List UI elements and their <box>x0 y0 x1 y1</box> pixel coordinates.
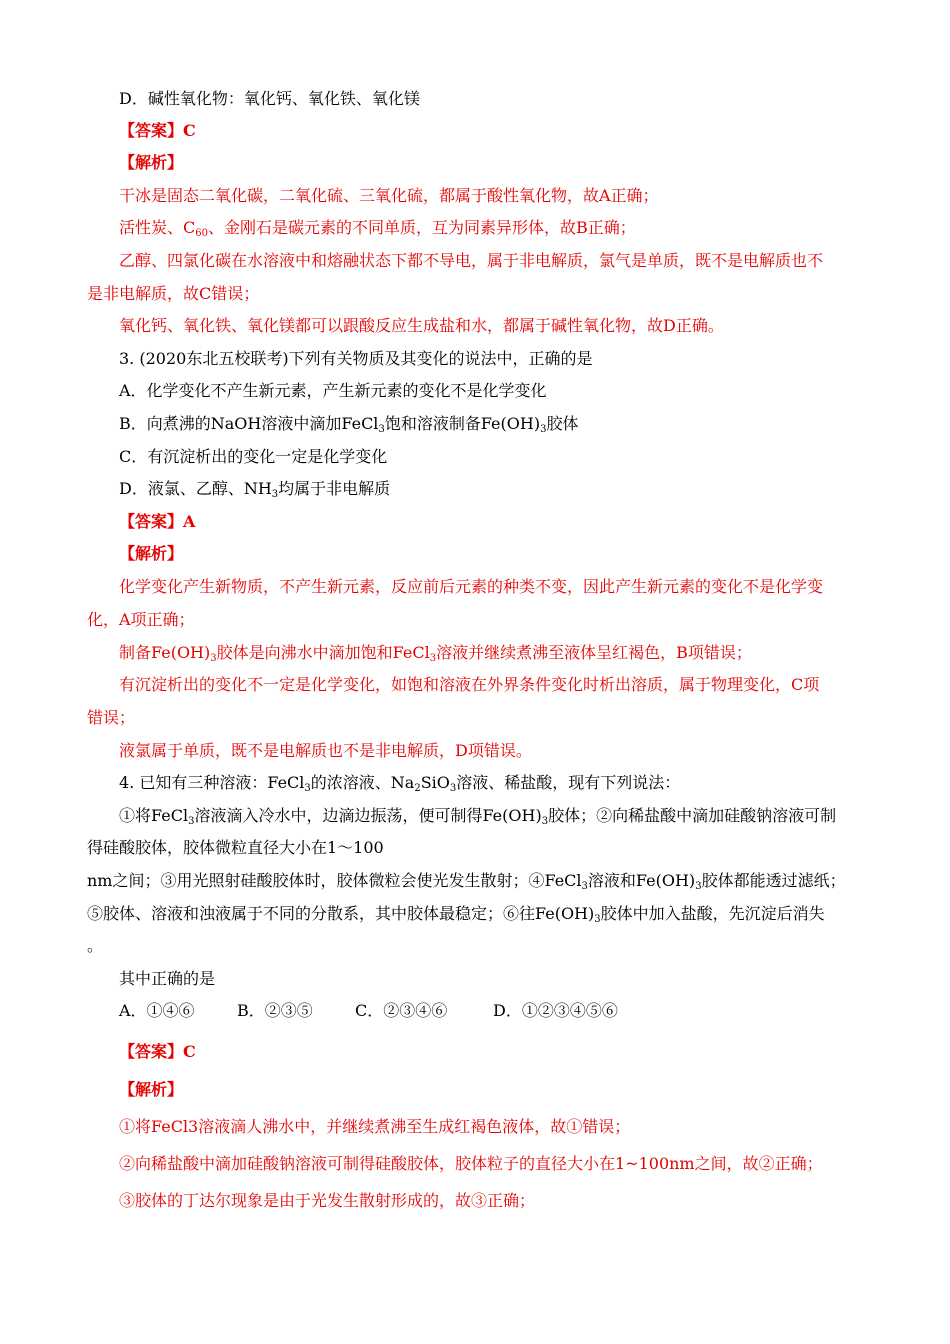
q4-statement-line-2: 得硅酸胶体，胶体微粒直径大小在1～100 <box>87 838 384 857</box>
q4-statement-line-1: ①将FeCl$_3$溶液滴入冷水中，边滴边振荡，便可制得$Fe(OH)_3$胶体；②向稀盐酸中滴加硅酸钠溶液可制 <box>119 806 837 827</box>
q4-analysis-line-2: ②向稀盐酸中滴加硅酸钠溶液可制得硅酸胶体，胶体粒子的直径大小在1~100nm之间，故②正确； <box>119 1154 823 1173</box>
q4-option-c: C．②③④⑥ <box>355 1001 448 1020</box>
q3-option-b: B．向煮沸的NaOH溶液中滴加FeCl$_3$饱和溶液制备$Fe(OH)_3$胶体 <box>119 414 579 435</box>
q2-analysis-label: 【解析】 <box>119 153 184 172</box>
q4-option-d: D．①②③④⑤⑥ <box>493 1001 618 1020</box>
q2-answer: 【答案】C <box>119 121 196 140</box>
q3-option-a: A．化学变化不产生新元素，产生新元素的变化不是化学变化 <box>119 381 547 400</box>
q3-stem: 3. (2020东北五校联考)下列有关物质及其变化的说法中，正确的是 <box>119 349 593 368</box>
q4-option-a: A．①④⑥ <box>119 1001 195 1020</box>
q2-analysis-line-1: 干冰是固态二氧化碳，二氧化硫、三氧化硫，都属于酸性氧化物，故A正确； <box>119 186 659 205</box>
q3-analysis-line-1: 化学变化产生新物质，不产生新元素，反应前后元素的种类不变，因此产生新元素的变化不是化学变 <box>119 577 824 596</box>
q4-option-b: B．②③⑤ <box>237 1001 313 1020</box>
q3-analysis-label: 【解析】 <box>119 544 184 563</box>
q3-analysis-line-4: 液氯属于单质，既不是电解质也不是非电解质，D项错误。 <box>119 741 532 760</box>
q3-analysis-line-1-cont: 化，A项正确； <box>87 610 195 629</box>
q3-analysis-line-3: 有沉淀析出的变化不一定是化学变化，如饱和溶液在外界条件变化时析出溶质，属于物理变化，C项 <box>119 675 820 694</box>
q2-analysis-line-4: 氧化钙、氧化铁、氧化镁都可以跟酸反应生成盐和水，都属于碱性氧化物，故D正确。 <box>119 316 724 335</box>
q4-which-correct: 其中正确的是 <box>119 969 216 988</box>
q3-analysis-line-3-cont: 错误； <box>87 708 136 727</box>
q4-analysis-line-1: ①将FeCl3溶液滴人沸水中，并继续煮沸至生成红褐色液体，故①错误； <box>119 1117 631 1136</box>
q3-analysis-line-2: 制备$Fe(OH)_3$胶体是向沸水中滴加饱和FeCl$_3$溶液并继续煮沸至液体呈红褐色，B项错误； <box>119 643 752 664</box>
q4-statement-line-3: nm之间；③用光照射硅酸胶体时，胶体微粒会使光发生散射；④FeCl$_3$溶液和$Fe(OH)_3$胶体都能透过滤纸； <box>87 871 846 892</box>
q3-option-d: D．液氯、乙醇、$NH_3$均属于非电解质 <box>119 479 391 500</box>
q2-analysis-line-3: 乙醇、四氯化碳在水溶液中和熔融状态下都不导电，属于非电解质，氯气是单质，既不是电解质也不 <box>119 251 824 270</box>
q3-answer: 【答案】A <box>119 512 196 531</box>
q3-option-c: C．有沉淀析出的变化一定是化学变化 <box>119 447 388 466</box>
q2-analysis-line-3-cont: 是非电解质，故C错误； <box>87 284 260 303</box>
q4-options <box>119 1001 618 1021</box>
q4-analysis-line-3: ③胶体的丁达尔现象是由于光发生散射形成的，故③正确； <box>119 1191 536 1210</box>
q4-analysis-label: 【解析】 <box>119 1080 184 1099</box>
q4-answer: 【答案】C <box>119 1042 196 1061</box>
q2-option-d: D．碱性氧化物：氧化钙、氧化铁、氧化镁 <box>119 89 420 108</box>
q4-stem: 4. 已知有三种溶液：FeCl$_3$的浓溶液、$Na_2SiO_3$溶液、稀盐酸，现有下列说法： <box>119 773 681 794</box>
q4-statement-line-4: ⑤胶体、溶液和浊液属于不同的分散系，其中胶体最稳定；⑥往$Fe(OH)_3$胶体中加入盐酸，先沉淀后消失 <box>87 904 825 925</box>
q2-analysis-line-2: 活性炭、$C_{60}$、金刚石是碳元素的不同单质，互为同素异形体，故B正确； <box>119 218 636 239</box>
q4-statement-line-5: 。 <box>87 936 104 955</box>
